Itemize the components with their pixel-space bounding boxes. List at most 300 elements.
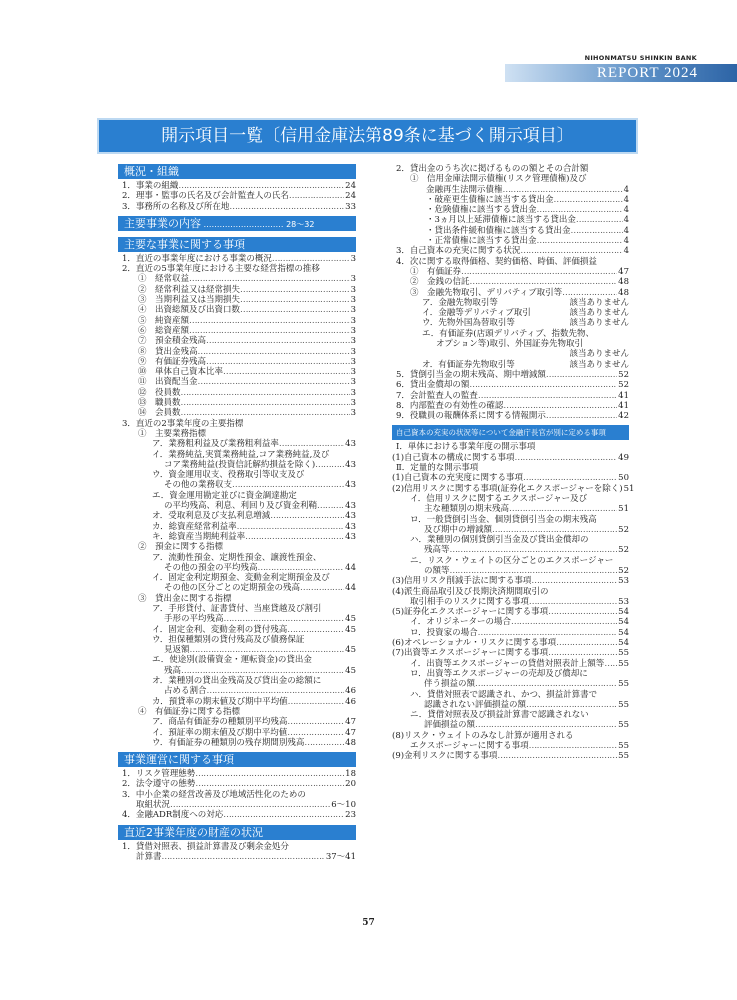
entry-text: 計算書 [136, 851, 162, 862]
page-ref: 3 [350, 253, 356, 264]
page-ref: 41 [618, 390, 629, 401]
entry-text: イ．業務純益,実質業務純益,コア業務純益,及び [152, 449, 330, 460]
page-ref: 51 [618, 504, 629, 515]
entry-text: ⑬ 職員数 [138, 398, 181, 409]
entry-text: ・破産更生債権に該当する貸出金 [426, 194, 554, 205]
toc-entry [392, 473, 629, 483]
leader-dots [523, 473, 617, 483]
toc-entry [392, 215, 629, 225]
toc-entry [392, 617, 629, 627]
entry-text: 手形の平均残高 [164, 614, 224, 625]
leader-dots [529, 597, 617, 607]
leader-dots [162, 852, 325, 862]
toc-entry [118, 305, 356, 315]
entry-text: イ．固定金利定期預金、変動金利定期預金及び [152, 573, 330, 584]
section-heading: 自己資本の充実の状況等について金融庁長官が別に定める事項 [392, 425, 629, 440]
toc-entry [392, 257, 629, 267]
entry-text: ① 信用金庫法開示債権(リスク管理債権)及び [410, 174, 587, 185]
leader-dots [232, 480, 344, 490]
page-title: 開示項目一覧〔信用金庫法第89条に基づく開示項目〕 [97, 118, 638, 154]
toc-entry [392, 710, 629, 720]
entry-text: ⑩ 単体自己資本比率 [138, 367, 224, 378]
leader-dots [537, 236, 623, 246]
leader-dots [279, 439, 344, 449]
page-ref: 54 [618, 607, 629, 618]
entry-text: 3．事務所の名称及び所在地 [122, 201, 230, 212]
toc-entry [118, 336, 356, 346]
leader-dots [520, 246, 622, 256]
entry-text: 7．会計監査人の監査 [396, 390, 478, 401]
entry-text: 2．法令遵守の態勢 [122, 779, 196, 790]
leader-dots [317, 501, 344, 511]
not-applicable-note: 該当ありません [569, 359, 629, 370]
page-ref: 43 [345, 501, 356, 512]
toc-entry [118, 583, 356, 593]
leader-dots [529, 741, 618, 751]
toc-entry [392, 494, 629, 504]
not-applicable-note: 該当ありません [569, 297, 629, 308]
entry-text: 伴う損益の額 [424, 679, 476, 690]
toc-entry [118, 316, 356, 326]
entry-text: 4．次に関する取得価格、契約価格、時価、評価損益 [396, 256, 597, 267]
entry-text: ア．業務粗利益及び業務粗利益率 [152, 439, 279, 450]
leader-dots [287, 728, 344, 738]
toc-entry [392, 288, 629, 298]
page-ref: 3 [350, 346, 356, 357]
leader-dots [206, 357, 350, 367]
page-ref: 3 [350, 367, 356, 378]
toc-entry [118, 264, 356, 274]
leader-dots [223, 810, 344, 820]
toc-entry [118, 191, 356, 201]
page-ref: 4 [623, 184, 629, 195]
toc-entry [392, 205, 629, 215]
page-ref: 54 [618, 617, 629, 628]
leader-dots [503, 185, 623, 195]
toc-entry [392, 545, 629, 555]
toc-entry [392, 731, 629, 741]
page-ref: 3 [350, 387, 356, 398]
toc-entry [118, 480, 356, 490]
entry-text: 2．理事・監事の氏名及び会計監査人の氏名 [122, 191, 289, 202]
entry-text: その他の業務収支 [164, 480, 233, 491]
toc-entry [392, 226, 629, 236]
entry-text: その他の預金の平均残高 [164, 562, 258, 573]
entry-text: キ．総資産当期純利益率 [152, 531, 246, 542]
page-ref: 4 [623, 225, 629, 236]
entry-text: ロ．出資等エクスポージャーの売却及び償却に [410, 668, 588, 679]
entry-text: (1)自己資本の充実度に関する事項 [392, 473, 524, 484]
page-ref: 23 [345, 810, 356, 821]
leader-dots [190, 645, 345, 655]
page-ref: 45 [345, 624, 356, 635]
leader-dots [300, 583, 344, 593]
leader-dots [450, 545, 618, 555]
page-ref: 4 [623, 236, 629, 247]
toc-entry [118, 429, 356, 439]
leader-dots [223, 367, 350, 377]
page-ref: 3 [350, 284, 356, 295]
leader-dots [288, 697, 345, 707]
toc-entry [392, 515, 629, 525]
toc-entry [392, 380, 629, 390]
entry-text: ② 預金に関する指標 [138, 542, 224, 553]
leader-dots [315, 460, 344, 470]
entry-text: 2．直近の5事業年度における主要な経営指標の推移 [122, 264, 320, 275]
right-column [392, 164, 635, 762]
toc-entry [118, 697, 356, 707]
entry-text: (6)オペレーショナル・リスクに関する事項 [392, 638, 557, 649]
toc-entry [392, 318, 629, 328]
page-ref: 41 [618, 400, 629, 411]
leader-dots [548, 607, 617, 617]
toc-entry [118, 398, 356, 408]
entry-text: ① 主要業務指標 [138, 428, 207, 439]
entry-text: (7)出資等エクスポージャーに関する事項 [392, 648, 549, 659]
report-title: REPORT 2024 [596, 65, 698, 81]
leader-dots [207, 686, 345, 696]
entry-text: エ．使途別(設備資金・運転資金)の貸出金 [152, 655, 312, 666]
leader-dots [289, 191, 344, 201]
entry-text: ウ．資金運用収支、役務取引等収支及び [152, 470, 305, 481]
page-ref: 50 [618, 473, 629, 484]
page-ref: 3 [350, 377, 356, 388]
leader-dots [181, 398, 350, 408]
toc-entry [392, 164, 629, 174]
section-heading: 主要な事業に関する事項 [118, 237, 356, 252]
entry-text: ウ．先物外国為替取引等 [422, 318, 515, 329]
entry-text: 残高等 [424, 545, 450, 556]
entry-text: ⑧ 貸出金残高 [138, 346, 198, 357]
toc-entry [392, 700, 629, 710]
entry-text: (9)金利リスクに関する事項 [392, 751, 498, 762]
toc-entry [392, 267, 629, 277]
page-ref: 55 [618, 648, 629, 659]
toc-entry [118, 511, 356, 521]
leader-dots [562, 288, 617, 298]
leader-dots [576, 215, 623, 225]
entry-text: 主な種類別の期末残高 [424, 504, 510, 515]
entry-text: 9．役職員の報酬体系に関する情報開示 [396, 411, 546, 422]
page-ref: 45 [345, 645, 356, 656]
entry-text: 1．事業の組織 [122, 181, 179, 191]
leader-dots [240, 285, 350, 295]
page-ref: 44 [345, 562, 356, 573]
page-ref: 55 [618, 699, 629, 710]
entry-text: (5)証券化エクスポージャーに関する事項 [392, 607, 549, 618]
entry-text: ⑫ 役員数 [138, 387, 181, 398]
toc-entry [118, 614, 356, 624]
toc-entry [392, 525, 629, 535]
leader-dots [240, 305, 350, 315]
page-ref: 24 [345, 191, 356, 202]
leader-dots [304, 738, 344, 748]
entry-text: 3．直近の2事業年度の主要指標 [122, 418, 244, 429]
toc-entry [392, 638, 629, 648]
entry-text: (4)派生商品取引及び長期決済期間取引の [392, 586, 549, 597]
entry-text: イ．信用リスクに関するエクスポージャー及び [410, 493, 588, 504]
entry-text: Ⅰ．単体における事業年度の開示事項 [396, 442, 536, 453]
leader-dots [546, 370, 617, 380]
entry-text: ・貸出条件緩和債権に該当する貸出金 [426, 225, 571, 236]
toc-entry [392, 679, 629, 689]
toc-entry [118, 645, 356, 655]
entry-text: その他の区分ごとの定期預金の残高 [164, 583, 301, 594]
entry-text: ⑥ 総資産額 [138, 325, 190, 336]
entry-text: 残高 [164, 665, 182, 676]
leader-dots [189, 274, 350, 284]
toc-entry [118, 326, 356, 336]
leader-dots [556, 638, 617, 648]
entry-text: ア．商品有価証券の種類別平均残高 [152, 717, 288, 728]
leader-dots [270, 511, 344, 521]
page-ref: 49 [618, 452, 629, 463]
leader-dots [511, 617, 617, 627]
page-ref: 42 [618, 411, 629, 422]
toc-entry [118, 532, 356, 542]
toc-entry [118, 573, 356, 583]
leader-dots [287, 717, 344, 727]
entry-text: (3)信用リスク削減手法に関する事項 [392, 576, 532, 587]
entry-text: エクスポージャーに関する事項 [410, 741, 529, 752]
entry-text: イ．オリジネーターの場合 [410, 617, 511, 628]
page-ref: 44 [345, 583, 356, 594]
entry-text: 1．貸借対照表、損益計算書及び剰余金処分 [122, 841, 289, 852]
leader-dots [604, 659, 617, 669]
page-ref: 18 [345, 769, 356, 780]
page-ref: 46 [345, 686, 356, 697]
page-ref: 3 [350, 325, 356, 336]
leader-dots [475, 679, 617, 689]
page-ref: 45 [345, 665, 356, 676]
page-ref: 43 [345, 480, 356, 491]
leader-dots [189, 326, 350, 336]
toc-entry [392, 370, 629, 380]
spacer [498, 298, 569, 308]
toc-entry [392, 463, 629, 473]
entry-text: ④ 有価証券に関する指標 [138, 706, 241, 717]
entry-text: イ．出資等エクスポージャーの貸借対照表計上額等 [410, 658, 605, 669]
toc-entry [118, 686, 356, 696]
entry-text: カ．総資産経常利益率 [152, 521, 237, 532]
entry-text: ② 経常利益又は経常損失 [138, 284, 241, 295]
toc-entry [118, 388, 356, 398]
leader-dots [245, 532, 344, 542]
toc-entry [392, 587, 629, 597]
leader-dots [287, 625, 344, 635]
toc-entry [392, 391, 629, 401]
toc-entry [118, 501, 356, 511]
entry-text: コア業務純益(投資信託解約損益を除く) [164, 459, 316, 470]
leader-dots [181, 408, 350, 418]
toc-entry [118, 666, 356, 676]
toc-entry [392, 741, 629, 751]
leader-dots [503, 401, 617, 411]
toc-entry [118, 274, 356, 284]
leader-dots [537, 205, 623, 215]
toc-entry [392, 401, 629, 411]
leader-dots [181, 388, 350, 398]
section-heading: 直近2事業年度の財産の状況 [118, 825, 356, 840]
entry-text: (2)信用リスクに関する事項(証券化エクスポージャーを除く) [392, 483, 623, 494]
page-ref: 37～41 [325, 851, 356, 862]
page-ref: 4 [623, 205, 629, 216]
entry-text: ② 金銭の信託 [410, 277, 470, 288]
page-ref: 4 [623, 194, 629, 205]
toc-entry [392, 411, 629, 421]
toc-entry [118, 655, 356, 665]
page-ref: 52 [618, 524, 629, 535]
page-ref: 43 [345, 521, 356, 532]
toc-entry [392, 556, 629, 566]
entry-text: ④ 出資総額及び出資口数 [138, 305, 241, 316]
toc-entry [392, 236, 629, 246]
toc-entry [118, 542, 356, 552]
entry-text: ③ 当期利益又は当期損失 [138, 295, 241, 306]
entry-text: ロ．投資家の場合 [410, 627, 478, 638]
page-ref: 3 [350, 336, 356, 347]
toc-entry [118, 604, 356, 614]
leader-dots: ………………………… [201, 219, 287, 229]
page-ref: 45 [345, 614, 356, 625]
entry-text: 4．金融ADR制度への対応 [122, 810, 224, 821]
toc-entry [392, 195, 629, 205]
page-ref: 47 [345, 727, 356, 738]
toc-entry [392, 453, 629, 463]
not-applicable-note: 該当ありません [569, 349, 629, 360]
leader-dots [181, 666, 344, 676]
page-ref: 55 [618, 741, 629, 752]
bank-name: NIHONMATSU SHINKIN BANK [584, 54, 697, 62]
leader-dots [469, 380, 617, 390]
entry-text: ニ．貸借対照表及び損益計算書で認識されない [410, 710, 589, 721]
leader-dots [554, 195, 623, 205]
leader-dots [258, 563, 345, 573]
toc-entry [118, 460, 356, 470]
page-ref: 55 [618, 751, 629, 762]
toc-entry [392, 329, 629, 339]
leader-dots [178, 181, 344, 191]
entry-text: イ．金融等デリバティブ取引 [422, 308, 531, 319]
section-heading: 事業運営に関する事項 [118, 752, 356, 767]
leader-dots [195, 779, 344, 789]
toc-entry [118, 635, 356, 645]
page-ref: 3 [350, 315, 356, 326]
entry-text: 金融再生法開示債権 [426, 184, 503, 195]
toc-entry [392, 669, 629, 679]
toc-entry [392, 597, 629, 607]
section-heading [118, 216, 356, 231]
toc-entry [118, 408, 356, 418]
page-ref: 48 [618, 277, 629, 288]
leader-dots [198, 377, 350, 387]
toc-entry [118, 800, 356, 810]
entry-text: ア．手形貸付、証書貸付、当座貸越及び割引 [152, 603, 322, 614]
entry-text: 5．貸倒引当金の期末残高、期中増減額 [396, 369, 546, 380]
section-heading: 概況・組織 [118, 164, 356, 179]
toc-entry [118, 594, 356, 604]
entry-text: の額等 [424, 565, 450, 576]
leader-dots [189, 316, 350, 326]
page-ref: 53 [618, 596, 629, 607]
toc-entry [118, 738, 356, 748]
toc-entry [392, 442, 629, 452]
page-ref: 51 [623, 483, 635, 494]
spacer [531, 308, 569, 318]
page-ref: 55 [618, 720, 629, 731]
page-ref: 52 [618, 369, 629, 380]
toc-entry [392, 566, 629, 576]
leader-dots [546, 411, 617, 421]
page-ref: 54 [618, 638, 629, 649]
toc-entry [118, 790, 356, 800]
entry-text: オ．有価証券先物取引等 [422, 359, 515, 370]
page-ref: 48 [345, 737, 356, 748]
toc-entry [392, 648, 629, 658]
entry-text: ロ．一般貸倒引当金、個別貸倒引当金の期末残高 [410, 514, 597, 525]
toc-entry [118, 625, 356, 635]
toc-entry [118, 181, 356, 191]
toc-entry [118, 563, 356, 573]
leader-dots [478, 391, 617, 401]
page-ref: 28～32 [286, 219, 315, 229]
page-ref: 43 [345, 459, 356, 470]
page-ref: 43 [345, 439, 356, 450]
not-applicable-note: 該当ありません [569, 318, 629, 329]
leader-dots [497, 751, 617, 761]
toc-entry [118, 357, 356, 367]
entry-text: イ．固定金利、変動金利の貸付残高 [152, 624, 288, 635]
page-ref: 43 [345, 531, 356, 542]
page-ref: 52 [618, 380, 629, 391]
page-ref: 20 [345, 779, 356, 790]
toc-entry [118, 769, 356, 779]
entry-text: ⑤ 純資産額 [138, 315, 190, 326]
spacer [436, 349, 568, 359]
toc-entry [118, 439, 356, 449]
toc-entry [118, 367, 356, 377]
toc-entry [118, 254, 356, 264]
entry-text: 及び期中の増減額 [424, 524, 493, 535]
toc-entry [118, 450, 356, 460]
entry-text: イ．預証率の期末値及び期中平均値 [152, 727, 288, 738]
entry-text: エ．有価証券(店頭デリバティブ、指数先物、 [422, 328, 594, 339]
page-ref: 3 [350, 274, 356, 285]
toc-entry [392, 628, 629, 638]
leader-dots [475, 720, 617, 730]
entry-text: ・危険債権に該当する貸出金 [426, 205, 537, 216]
entry-text: ⑨ 有価証券残高 [138, 356, 207, 367]
toc-entry [392, 360, 629, 370]
page-ref: 24 [345, 181, 356, 191]
toc-entry [392, 174, 629, 184]
toc-entry [392, 483, 635, 494]
leader-dots [170, 800, 330, 810]
entry-text: ウ．有価証券の種類別の残存期間別残高 [152, 737, 305, 748]
toc-entry [392, 751, 629, 761]
toc-entry [118, 377, 356, 387]
page-ref: 55 [618, 658, 629, 669]
entry-text: ア．金融先物取引等 [422, 297, 498, 308]
toc-entry [392, 720, 629, 730]
page-ref: 52 [618, 565, 629, 576]
entry-text: ハ．貸借対照表で認識され、かつ、損益計算書で [410, 689, 598, 700]
page-ref: 3 [350, 408, 356, 419]
entry-text: 見返額 [164, 645, 190, 656]
toc-entry [118, 419, 356, 429]
leader-dots [571, 226, 623, 236]
entry-text: 3．中小企業の経営改善及び地域活性化のための [122, 789, 306, 800]
